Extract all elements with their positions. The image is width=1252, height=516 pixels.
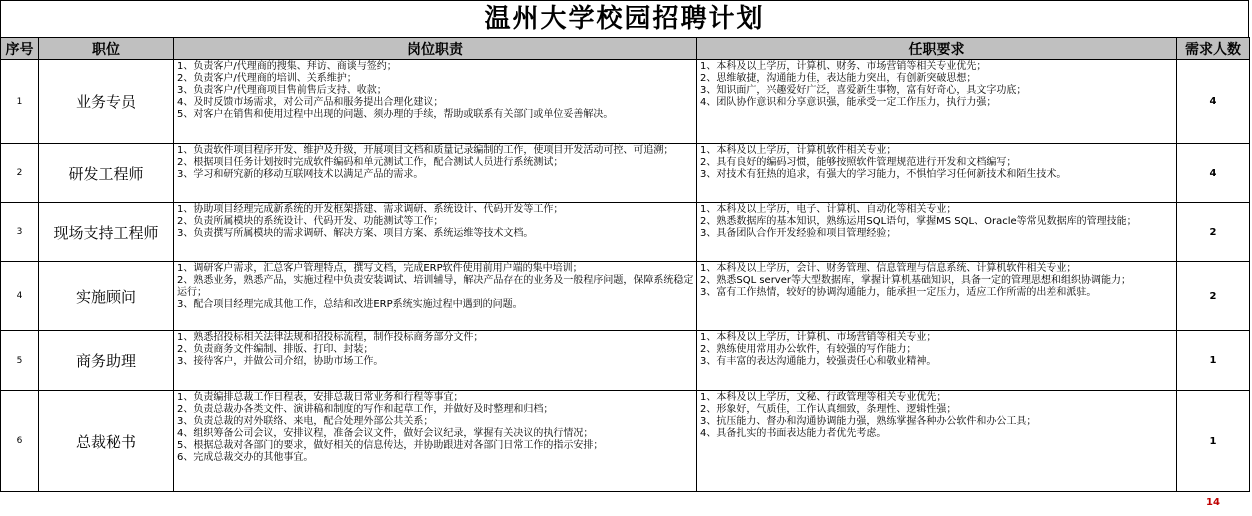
header-duties: 岗位职责: [174, 38, 697, 60]
row-count: 2: [1177, 203, 1250, 262]
requirement-line: 3、抗压能力、督办和沟通协调能力强，熟练掌握各种办公软件和办公工具；: [700, 416, 1037, 427]
duty-line: 2、根据项目任务计划按时完成软件编码和单元测试工作，配合测试人员进行系统测试；: [177, 157, 564, 168]
row-no: 2: [1, 144, 39, 203]
duty-line: 1、负责客户/代理商的搜集、拜访、商谈与签约；: [177, 61, 397, 72]
recruitment-table: [0, 37, 1250, 492]
row-no: 4: [1, 262, 39, 331]
row-requirements: [697, 262, 1177, 331]
row-position: 商务助理: [39, 331, 174, 391]
duty-line: 1、负责编排总裁工作日程表，安排总裁日常业务和行程等事宜；: [177, 392, 464, 403]
requirement-line: 2、熟练使用常用办公软件，有较强的写作能力；: [700, 344, 917, 355]
requirement-line: 2、形象好，气质佳，工作认真细致，条理性、逻辑性强；: [700, 404, 957, 415]
requirement-line: 1、本科及以上学历，会计、财务管理、信息管理与信息系统、计算机软件相关专业；: [700, 263, 1077, 274]
table-row: [1, 203, 1250, 262]
duty-line: 2、负责客户/代理商的培训、关系维护；: [177, 73, 357, 84]
duty-line: 3、学习和研究新的移动互联网技术以满足产品的需求。: [177, 169, 424, 180]
requirement-line: 4、团队协作意识和分享意识强，能承受一定工作压力，执行力强；: [700, 97, 997, 108]
requirement-line: 1、本科及以上学历，计算机、财务、市场营销等相关专业优先；: [700, 61, 987, 72]
duty-line: 3、负责客户/代理商项目售前售后支持、收款；: [177, 85, 387, 96]
row-count: 1: [1177, 391, 1250, 492]
header-no: 序号: [1, 38, 39, 60]
requirement-line: 4、具备扎实的书面表达能力者优先考虑。: [700, 428, 887, 439]
header-row: [1, 38, 1250, 60]
requirement-line: 3、知识面广，兴趣爱好广泛，喜爱新生事物，富有好奇心，具文字功底；: [700, 85, 1027, 96]
requirement-line: 2、熟悉数据库的基本知识，熟练运用SQL语句，掌握MS SQL、Oracle等常见数据库的管理技能；: [700, 216, 1137, 227]
duty-line: 3、负责撰写所属模块的需求调研、解决方案、项目方案、系统运维等技术文档。: [177, 228, 534, 239]
requirement-line: 1、本科及以上学历，计算机软件相关专业；: [700, 145, 897, 156]
row-position: 现场支持工程师: [39, 203, 174, 262]
table-row: [1, 262, 1250, 331]
row-requirements: [697, 391, 1177, 492]
duty-line: 4、组织筹备公司会议，安排议程，准备会议文件，做好会议纪录，掌握有关决议的执行情况；: [177, 428, 594, 439]
row-duties: [174, 331, 697, 391]
sheet-title: 温州大学校园招聘计划: [0, 0, 1249, 37]
row-requirements: [697, 144, 1177, 203]
table-row: [1, 331, 1250, 391]
row-no: 3: [1, 203, 39, 262]
row-duties: [174, 391, 697, 492]
duty-line: 1、协助项目经理完成新系统的开发框架搭建、需求调研、系统设计、代码开发等工作；: [177, 204, 564, 215]
table-row: [1, 60, 1250, 144]
header-position: 职位: [39, 38, 174, 60]
duty-line: 3、负责总裁的对外联络、来电，配合处理外部公共关系；: [177, 416, 434, 427]
duty-line: 3、配合项目经理完成其他工作，总结和改进ERP系统实施过程中遇到的问题。: [177, 299, 523, 310]
page-number: 14: [1206, 497, 1220, 508]
row-no: 1: [1, 60, 39, 144]
duty-line: 5、对客户在销售和使用过程中出现的问题、须办理的手续，帮助或联系有关部门或单位妥善解决。: [177, 109, 614, 120]
requirement-line: 3、有丰富的表达沟通能力，较强责任心和敬业精神。: [700, 356, 937, 367]
table-row: [1, 391, 1250, 492]
table-row: [1, 144, 1250, 203]
header-requirements: 任职要求: [697, 38, 1177, 60]
row-count: 4: [1177, 144, 1250, 203]
duty-line: 1、熟悉招投标相关法律法规和招投标流程，制作投标商务部分文件；: [177, 332, 484, 343]
row-no: 5: [1, 331, 39, 391]
row-position: 实施顾问: [39, 262, 174, 331]
requirement-line: 1、本科及以上学历，计算机、市场营销等相关专业；: [700, 332, 937, 343]
duty-line: 1、调研客户需求，汇总客户管理特点，撰写文档，完成ERP软件使用前用户端的集中培训；: [177, 263, 583, 274]
duty-line: 5、根据总裁对各部门的要求，做好相关的信息传达，并协助跟进对各部门日常工作的指示安排；: [177, 440, 604, 451]
duty-line: 6、完成总裁交办的其他事宜。: [177, 452, 314, 463]
row-duties: [174, 262, 697, 331]
requirement-line: 3、对技术有狂热的追求，有强大的学习能力，不惧怕学习任何新技术和陌生技术。: [700, 169, 1067, 180]
row-count: 4: [1177, 60, 1250, 144]
header-count: 需求人数: [1177, 38, 1250, 60]
row-requirements: [697, 60, 1177, 144]
duty-line: 1、负责软件项目程序开发、维护及升级，开展项目文档和质量记录编制的工作，使项目开发活动可控、可追溯；: [177, 145, 674, 156]
duty-line: 2、负责商务文件编制、排版、打印、封装；: [177, 344, 374, 355]
requirement-line: 3、富有工作热情，较好的协调沟通能力，能承担一定压力，适应工作所需的出差和派驻。: [700, 287, 1097, 298]
row-position: 总裁秘书: [39, 391, 174, 492]
duty-line: 3、接待客户，并做公司介绍，协助市场工作。: [177, 356, 384, 367]
requirement-line: 2、思维敏捷，沟通能力佳，表达能力突出，有创新突破思想；: [700, 73, 977, 84]
duty-line: 2、负责所属模块的系统设计、代码开发、功能测试等工作；: [177, 216, 444, 227]
row-requirements: [697, 203, 1177, 262]
requirement-line: 2、熟悉SQL server等大型数据库，掌握计算机基础知识，具备一定的管理思想和组织协调能力；: [700, 275, 1131, 286]
row-duties: [174, 203, 697, 262]
duty-line: 4、及时反馈市场需求，对公司产品和服务提出合理化建议；: [177, 97, 444, 108]
row-duties: [174, 144, 697, 203]
row-position: 研发工程师: [39, 144, 174, 203]
requirement-line: 1、本科及以上学历，文秘、行政管理等相关专业优先；: [700, 392, 947, 403]
row-duties: [174, 60, 697, 144]
row-no: 6: [1, 391, 39, 492]
row-requirements: [697, 331, 1177, 391]
row-position: 业务专员: [39, 60, 174, 144]
requirement-line: 2、具有良好的编码习惯，能够按照软件管理规范进行开发和文档编写；: [700, 157, 1017, 168]
row-count: 1: [1177, 331, 1250, 391]
duty-line: 2、熟悉业务，熟悉产品，实施过程中负责安装调试、培训辅导，解决产品存在的业务及一般程序问题，保障系统稳定运行；: [177, 275, 694, 298]
requirement-line: 3、具备团队合作开发经验和项目管理经验；: [700, 228, 897, 239]
requirement-line: 1、本科及以上学历，电子、计算机、自动化等相关专业；: [700, 204, 957, 215]
duty-line: 2、负责总裁办各类文件、演讲稿和制度的写作和起草工作，并做好及时整理和归档；: [177, 404, 554, 415]
row-count: 2: [1177, 262, 1250, 331]
